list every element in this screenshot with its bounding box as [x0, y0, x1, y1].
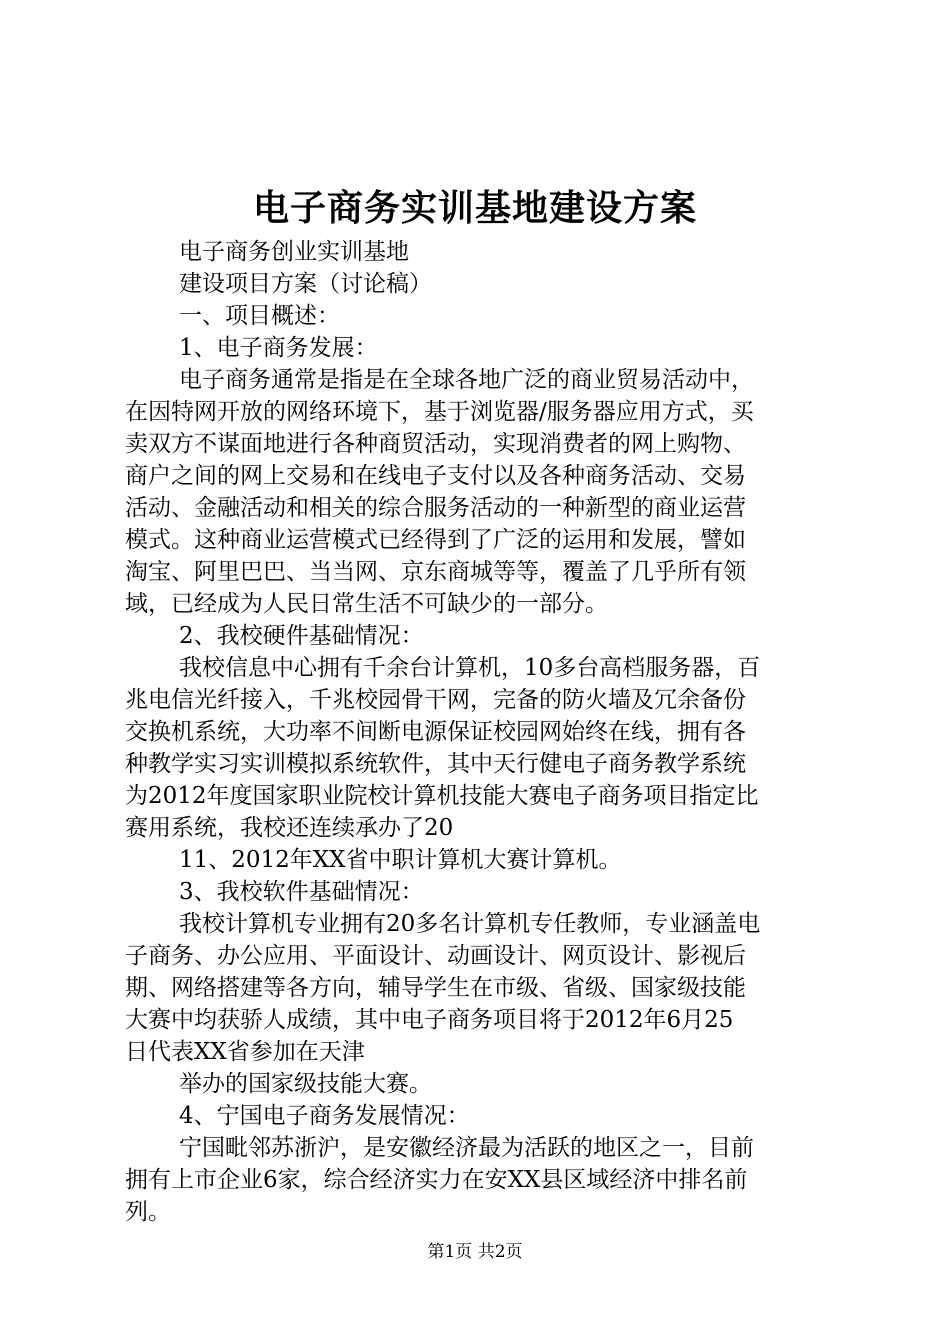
text-line: 一、项目概述：: [179, 303, 340, 329]
text-line: 拥有上市企业6家，综合经济实力在安XX县区域经济中排名前: [125, 1167, 748, 1193]
document-body: [125, 236, 831, 1228]
text-line: 1、电子商务发展：: [179, 335, 378, 361]
text-line: 11、2012年XX省中职计算机大赛计算机。: [179, 847, 622, 873]
text-line: 商户之间的网上交易和在线电子支付以及各种商务活动、交易: [125, 463, 746, 489]
text-line: 交换机系统，大功率不间断电源保证校园网始终在线，拥有各: [125, 719, 746, 745]
text-line: 期、网络搭建等各方向，辅导学生在市级、省级、国家级技能: [125, 975, 746, 1001]
document-title: 电子商务实训基地建设方案: [252, 187, 697, 229]
text-line: 域，已经成为人民日常生活不可缺少的一部分。: [125, 591, 608, 617]
text-line: 子商务、办公应用、平面设计、动画设计、网页设计、影视后: [125, 943, 746, 969]
text-line: 在因特网开放的网络环境下，基于浏览器/服务器应用方式，买: [125, 399, 754, 425]
page-footer: 第1页 共2页: [427, 1242, 523, 1262]
text-line: 4、宁国电子商务发展情况：: [179, 1103, 470, 1129]
text-line: 我校信息中心拥有千余台计算机，10多台高档服务器，百: [179, 655, 761, 681]
text-line: 活动、金融活动和相关的综合服务活动的一种新型的商业运营: [125, 495, 746, 521]
text-line: 兆电信光纤接入，千兆校园骨干网，完备的防火墙及冗余备份: [125, 687, 746, 713]
text-line: 模式。这种商业运营模式已经得到了广泛的运用和发展，譬如: [125, 527, 746, 553]
text-line: 赛用系统，我校还连续承办了20: [125, 815, 454, 841]
text-line: 为2012年度国家职业院校计算机技能大赛电子商务项目指定比: [125, 783, 759, 809]
text-line: 举办的国家级技能大赛。: [179, 1071, 432, 1097]
text-line: 大赛中均获骄人成绩，其中电子商务项目将于2012年6月25: [125, 1007, 734, 1033]
text-line: 卖双方不谋面地进行各种商贸活动，实现消费者的网上购物、: [125, 431, 746, 457]
text-line: 种教学实习实训模拟系统软件，其中天行健电子商务教学系统: [125, 751, 746, 777]
text-line: 电子商务通常是指是在全球各地广泛的商业贸易活动中，: [179, 367, 754, 393]
text-line: 3、我校软件基础情况：: [179, 879, 424, 905]
text-line: 淘宝、阿里巴巴、当当网、京东商城等等，覆盖了几乎所有领: [125, 559, 746, 585]
text-line: 电子商务创业实训基地: [179, 239, 409, 265]
text-line: 宁国毗邻苏浙沪，是安徽经济最为活跃的地区之一，目前: [179, 1135, 754, 1161]
text-line: 我校计算机专业拥有20多名计算机专任教师，专业涵盖电: [179, 911, 761, 937]
text-line: 日代表XX省参加在天津: [125, 1039, 365, 1065]
text-line: 建设项目方案（讨论稿）: [179, 271, 432, 297]
text-line: 2、我校硬件基础情况：: [179, 623, 424, 649]
text-line: 列。: [125, 1199, 171, 1225]
